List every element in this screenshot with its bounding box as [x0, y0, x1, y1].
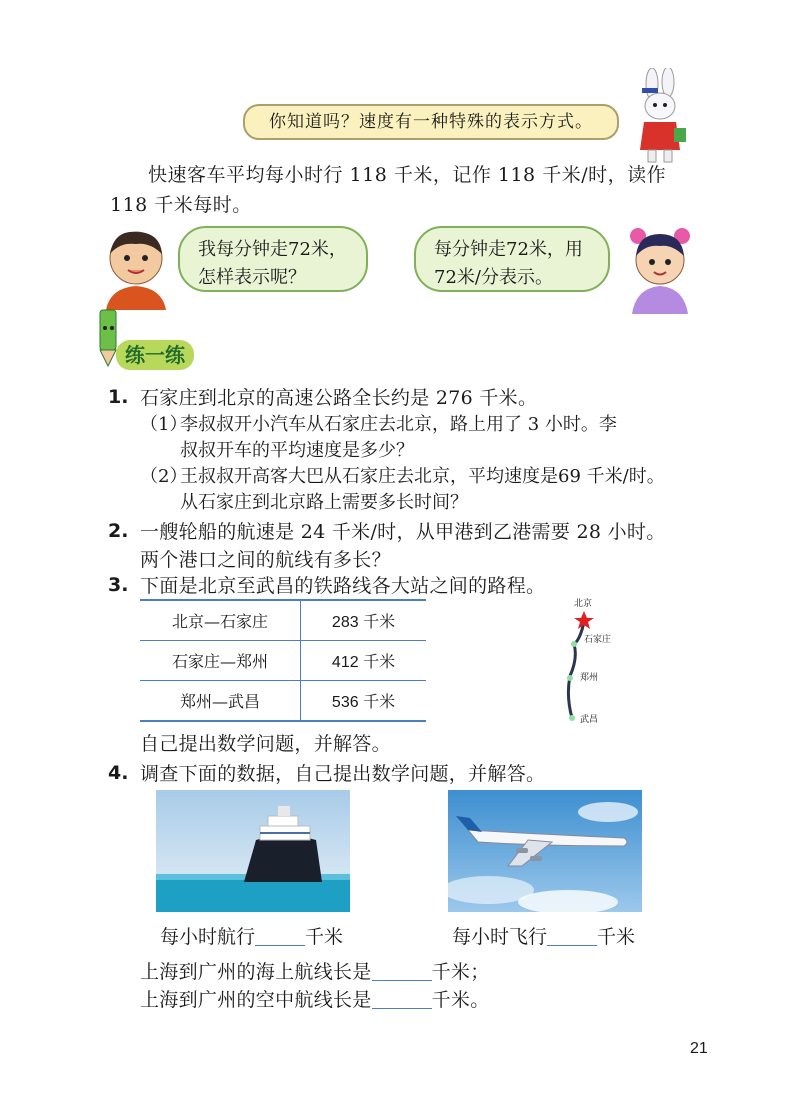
ship-speed-blank[interactable] — [255, 927, 305, 946]
q2-line-2: 两个港口之间的航线有多长？ — [140, 549, 391, 571]
q4-number: 4. — [108, 762, 129, 784]
route-cell: 北京—石家庄 — [140, 600, 301, 641]
tip-banner: 你知道吗？速度有一种特殊的表示方式。 — [243, 104, 619, 140]
intro-line-1: 快速客车平均每小时行 118 千米，记作 118 千米/时，读作 — [148, 164, 667, 186]
plane-caption-unit: 千米 — [597, 926, 636, 948]
boy-bubble-line-1: 我每分钟走72米， — [198, 239, 347, 260]
boy-bubble-line-2: 怎样表示呢？ — [198, 267, 306, 288]
q2-number: 2. — [108, 520, 129, 542]
railway-line — [568, 622, 584, 718]
girl-speech-bubble — [414, 226, 610, 292]
air-route-blank[interactable] — [372, 990, 432, 1009]
intro-line-2: 118 千米每时。 — [110, 194, 252, 216]
air-route-line — [140, 986, 490, 1014]
route-cell: 郑州—武昌 — [140, 681, 301, 722]
map-label-wuchang: 武昌 — [580, 715, 599, 725]
q3-text: 下面是北京至武昌的铁路线各大站之间的路程。 — [140, 575, 546, 597]
zhengzhou-dot — [567, 675, 573, 681]
q1-sub1-line-2: 叔叔开车的平均速度是多少？ — [180, 440, 414, 461]
practice-heading: 练一练 — [116, 340, 194, 370]
plane-caption-prefix: 每小时飞行 — [452, 926, 548, 948]
q1-sub2-line-2: 从石家庄到北京路上需要多长时间？ — [180, 492, 468, 513]
rabbit-teacher-icon — [618, 68, 700, 168]
ship-caption — [160, 922, 343, 949]
wuchang-dot — [569, 715, 575, 721]
q4-text: 调查下面的数据，自己提出数学问题，并解答。 — [140, 763, 546, 785]
q1-sub1-line-1: 李叔叔开小汽车从石家庄去北京，路上用了 3 小时。李 — [180, 414, 617, 435]
distance-table — [140, 599, 426, 722]
intro-paragraph — [148, 160, 708, 190]
ship-caption-unit: 千米 — [305, 926, 344, 948]
girl-bubble-line-2: 72米/分表示。 — [434, 267, 553, 288]
distance-cell: 412 千米 — [301, 641, 427, 681]
q1-sub2-number: （2） — [140, 466, 188, 487]
table-row — [140, 681, 426, 722]
q1-number: 1. — [108, 386, 129, 408]
q1-sub1-number: （1） — [140, 414, 188, 435]
page-number: 21 — [690, 1040, 708, 1057]
airplane-photo — [448, 790, 642, 912]
cruise-ship-photo — [156, 790, 350, 912]
ship-caption-prefix: 每小时航行 — [160, 926, 256, 948]
shijiazhuang-dot — [571, 641, 577, 647]
railway-map — [560, 592, 640, 728]
map-label-zhengzhou: 郑州 — [580, 673, 599, 683]
air-route-unit: 千米。 — [431, 989, 490, 1011]
air-route-prefix: 上海到广州的空中航线长是 — [140, 989, 372, 1011]
map-label-shijiazhuang: 石家庄 — [584, 635, 612, 645]
girl-bubble-line-1: 每分钟走72米，用 — [434, 239, 583, 260]
q1-text: 石家庄到北京的高速公路全长约是 276 千米。 — [140, 387, 538, 409]
boy-speech-bubble — [178, 226, 368, 292]
sea-route-unit: 千米； — [431, 961, 490, 983]
q3-followup: 自己提出数学问题，并解答。 — [140, 733, 391, 755]
plane-caption — [452, 922, 635, 949]
q3-number: 3. — [108, 574, 129, 596]
route-cell: 石家庄—郑州 — [140, 641, 301, 681]
map-label-beijing: 北京 — [574, 599, 593, 609]
sea-route-prefix: 上海到广州的海上航线长是 — [140, 961, 372, 983]
q2-line-1: 一艘轮船的航速是 24 千米/时，从甲港到乙港需要 28 小时。 — [140, 521, 666, 543]
distance-cell: 536 千米 — [301, 681, 427, 722]
table-row — [140, 641, 426, 681]
table-row — [140, 600, 426, 641]
q1-sub2-line-1: 王叔叔开高客大巴从石家庄去北京，平均速度是69 千米/时。 — [180, 466, 665, 487]
plane-speed-blank[interactable] — [547, 927, 597, 946]
girl-character-icon — [624, 222, 696, 314]
boy-character-icon — [100, 226, 172, 310]
sea-route-line — [140, 958, 490, 986]
sea-route-blank[interactable] — [372, 962, 432, 981]
distance-cell: 283 千米 — [301, 600, 427, 641]
